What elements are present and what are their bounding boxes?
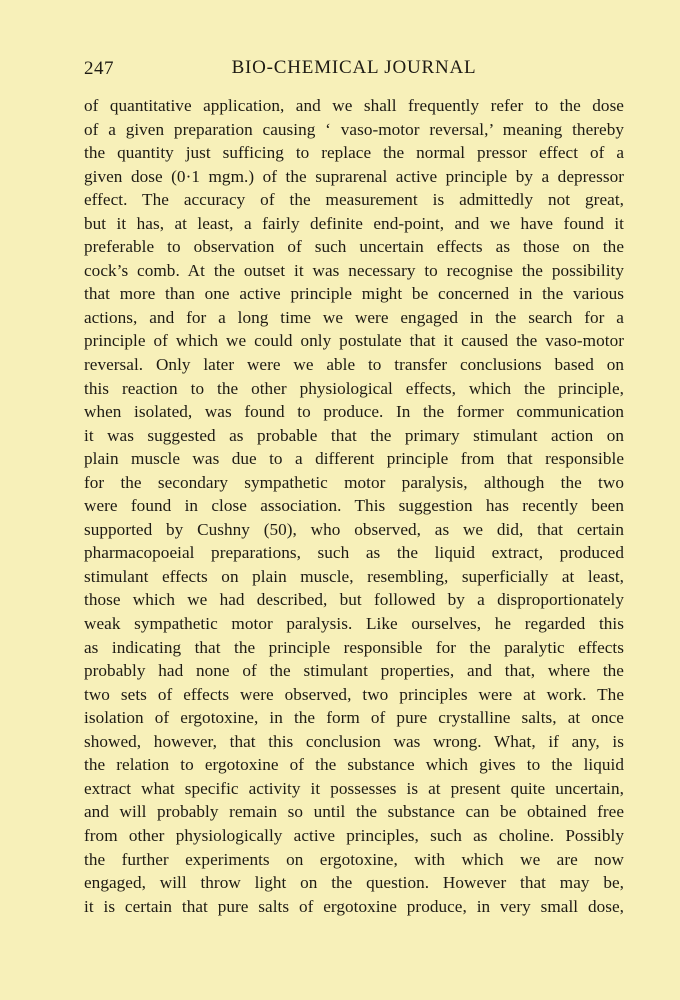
text-line: preferable to observation of such uncertain effects as those on the bbox=[84, 237, 624, 257]
text-line: pharmacopoeial preparations, such as the liquid extract, produced bbox=[84, 543, 624, 563]
text-line: principle of which we could only postulate that it caused the vaso-motor bbox=[84, 331, 624, 351]
text-line: reversal. Only later were we able to transfer conclusions based on bbox=[84, 355, 624, 375]
text-line: engaged, will throw light on the question. However that may be, bbox=[84, 873, 624, 893]
text-line: the further experiments on ergotoxine, with which we are now bbox=[84, 849, 624, 869]
text-line: the relation to ergotoxine of the substance which gives to the liquid bbox=[84, 755, 624, 775]
body-text bbox=[84, 94, 624, 918]
text-line: stimulant effects on plain muscle, resembling, superficially at least, bbox=[84, 566, 624, 586]
text-line: that more than one active principle might be concerned in the various bbox=[84, 284, 624, 304]
text-line: supported by Cushny (50), who observed, as we did, that certain bbox=[84, 519, 624, 539]
running-head bbox=[84, 54, 624, 84]
text-line: of a given preparation causing ‘ vaso-motor reversal,’ meaning thereby bbox=[84, 119, 624, 139]
text-line: as indicating that the principle responsible for the paralytic effects bbox=[84, 637, 624, 657]
text-line: this reaction to the other physiological effects, which the principle, bbox=[84, 378, 624, 398]
text-line: but it has, at least, a fairly definite end-point, and we have found it bbox=[84, 213, 624, 233]
journal-title: BIO-CHEMICAL JOURNAL bbox=[231, 57, 477, 78]
text-line: effect. The accuracy of the measurement is admittedly not great, bbox=[84, 190, 624, 210]
text-line: the quantity just sufficing to replace the normal pressor effect of a bbox=[84, 143, 624, 163]
text-line: two sets of effects were observed, two principles were at work. The bbox=[84, 684, 624, 704]
text-line: and will probably remain so until the substance can be obtained free bbox=[84, 802, 624, 822]
text-line: for the secondary sympathetic motor paralysis, although the two bbox=[84, 472, 624, 492]
text-line: it is certain that pure salts of ergotoxine produce, in very small dose, bbox=[84, 896, 624, 916]
text-line: when isolated, was found to produce. In the former communication bbox=[84, 402, 624, 422]
text-line: were found in close association. This suggestion has recently been bbox=[84, 496, 624, 516]
text-line: from other physiologically active principles, such as choline. Possibly bbox=[84, 825, 624, 845]
text-line: given dose (0·1 mgm.) of the suprarenal active principle by a depressor bbox=[84, 166, 624, 186]
text-line: weak sympathetic motor paralysis. Like ourselves, he regarded this bbox=[84, 614, 624, 634]
text-line: cock’s comb. At the outset it was necessary to recognise the possibility bbox=[84, 260, 624, 280]
text-line: of quantitative application, and we shall frequently refer to the dose bbox=[84, 96, 624, 115]
page-number: 247 bbox=[84, 58, 114, 79]
text-line: extract what specific activity it possesses is at present quite uncertain, bbox=[84, 778, 624, 798]
text-line: it was suggested as probable that the primary stimulant action on bbox=[84, 425, 624, 445]
text-line: those which we had described, but followed by a disproportionately bbox=[84, 590, 624, 610]
text-line: showed, however, that this conclusion was wrong. What, if any, is bbox=[84, 731, 624, 751]
text-line: actions, and for a long time we were engaged in the search for a bbox=[84, 307, 624, 327]
text-line: plain muscle was due to a different principle from that responsible bbox=[84, 449, 624, 469]
text-line: isolation of ergotoxine, in the form of pure crystalline salts, at once bbox=[84, 708, 624, 728]
text-line: probably had none of the stimulant properties, and that, where the bbox=[84, 661, 624, 681]
